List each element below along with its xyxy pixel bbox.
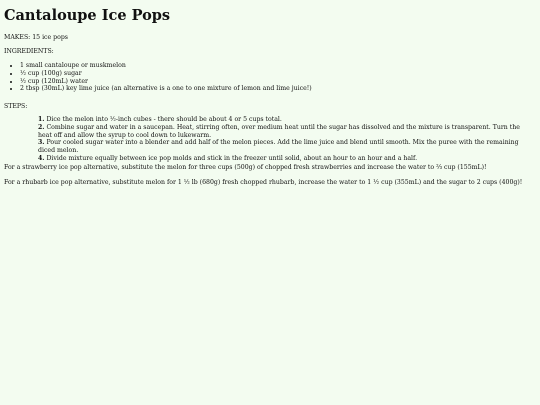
ingredient-item: • ½ cup (120mL) water <box>20 78 312 86</box>
step-item <box>38 155 532 163</box>
step-number: 3. <box>38 139 45 147</box>
servings-text: MAKES: 15 ice pops <box>4 34 68 41</box>
strawberry-alternative-text: For a strawberry ice pop alternative, substitute the melon for three cups (500g) of chopped fresh strawberries and increase the water to ⅔ cup (155mL)! <box>4 164 487 171</box>
step-text: Combine sugar and water in a saucepan. Heat, stirring often, over medium heat until the sugar has dissolved and the mixture is transparent. Turn the heat off and allow the syrup to cool down to lukewarm. <box>38 123 520 139</box>
step-number: 4. <box>38 154 45 162</box>
ingredients-heading: INGREDIENTS: <box>4 48 54 55</box>
steps-list <box>38 116 532 163</box>
step-item <box>38 116 532 124</box>
ingredients-list <box>4 62 312 93</box>
step-item <box>38 139 532 155</box>
step-number: 1. <box>38 116 45 123</box>
rhubarb-alternative-text: For a rhubarb ice pop alternative, substitute melon for 1 ½ lb (680g) fresh chopped rhubarb, increase the water to 1 ½ cup (355mL) and the sugar to 2 cups (400g)! <box>4 179 523 186</box>
ingredient-item: • 1 small cantaloupe or muskmelon <box>20 62 312 70</box>
step-text: Divide mixture equally between ice pop molds and stick in the freezer until solid, about an hour to an hour and a half. <box>46 154 418 162</box>
steps-heading: STEPS: <box>4 103 28 110</box>
step-text: Dice the melon into ½-inch cubes - there should be about 4 or 5 cups total. <box>46 116 282 123</box>
step-item <box>38 124 532 140</box>
ingredient-item: • ½ cup (100g) sugar <box>20 70 312 78</box>
recipe-title: Cantaloupe Ice Pops <box>4 7 171 24</box>
step-number: 2. <box>38 123 45 131</box>
ingredient-item: • 2 tbsp (30mL) key lime juice (an alternative is a one to one mixture of lemon and lime juice!) <box>20 85 312 93</box>
step-text: Pour cooled sugar water into a blender and add half of the melon pieces. Add the lime juice and blend until smooth. Mix the puree with the remaining diced melon. <box>38 139 519 154</box>
